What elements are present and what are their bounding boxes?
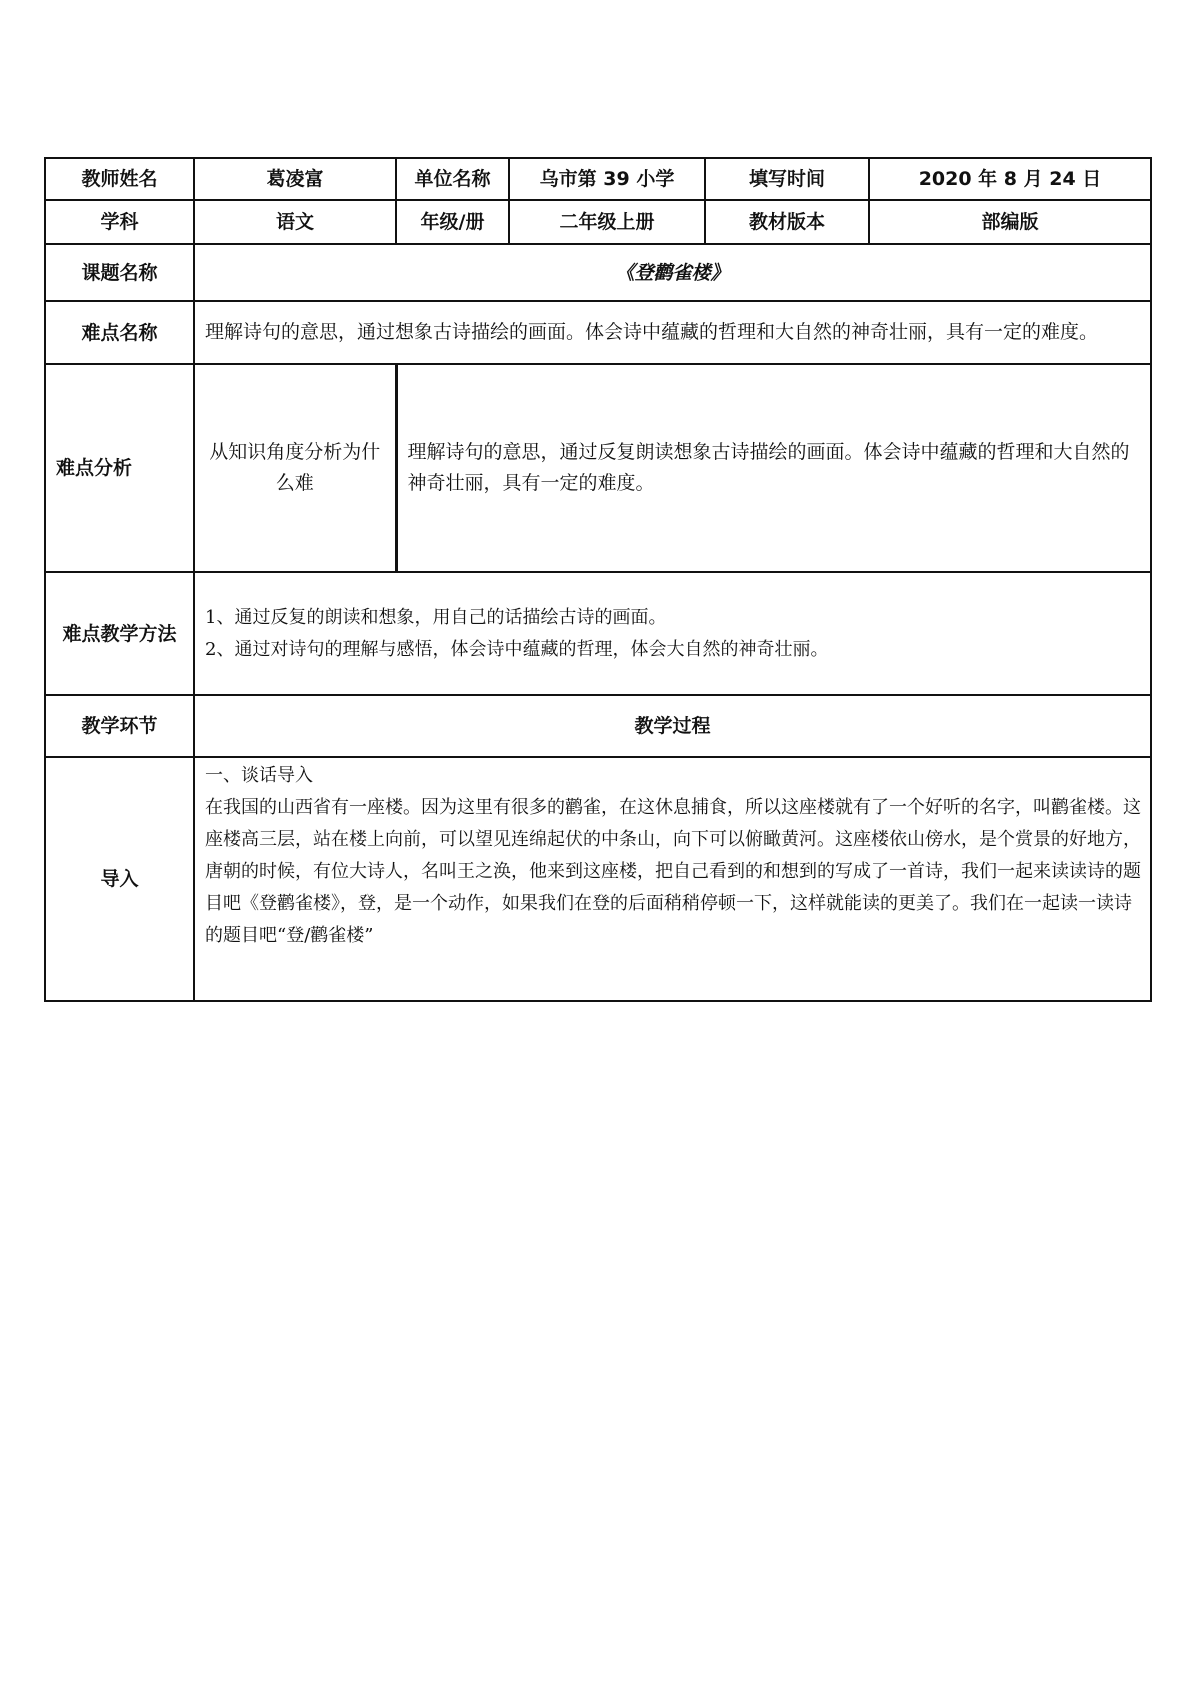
intro-stage-label: 导入 xyxy=(45,757,194,1001)
teaching-methods-list xyxy=(194,572,1151,695)
lesson-row xyxy=(45,244,1151,301)
intro-content xyxy=(194,757,1151,1001)
teacher-name-value: 葛凌富 xyxy=(194,158,396,200)
intro-text: 在我国的山西省有一座楼。因为这里有很多的鹳雀，在这休息捕食，所以这座楼就有了一个好听的名字，叫鹳雀楼。这座楼高三层，站在楼上向前，可以望见连绵起伏的中条山，向下可以俯瞰黄河。这座楼依山傍水，是个赏景的好地方，唐朝的时候，有位大诗人，名叫王之涣，他来到这座楼，把自己看到的和想到的写成了一首诗，我们一起来读读诗的题目吧《登鹳雀楼》，登，是一个动作，如果我们在登的后面稍稍停顿一下，这样就能读的更美了。我们在一起读一读诗的题目吧“登/鹳雀楼” xyxy=(205,797,1141,946)
difficulty-analysis-value: 理解诗句的意思，通过反复朗读想象古诗描绘的画面。体会诗中蕴藏的哲理和大自然的神奇壮丽，具有一定的难度。 xyxy=(396,364,1151,572)
methods-row xyxy=(45,572,1151,695)
teacher-name-label: 教师姓名 xyxy=(45,158,194,200)
method-item-2: 2、通过对诗句的理解与感悟，体会诗中蕴藏的哲理，体会大自然的神奇壮丽。 xyxy=(205,638,829,660)
method-item-1: 1、通过反复的朗读和想象，用自己的话描绘古诗的画面。 xyxy=(205,606,667,628)
difficulty-name-label: 难点名称 xyxy=(45,301,194,364)
subject-value: 语文 xyxy=(194,200,396,244)
fill-date-label: 填写时间 xyxy=(705,158,869,200)
analysis-row xyxy=(45,364,1151,572)
lesson-title-label: 课题名称 xyxy=(45,244,194,301)
subject-label: 学科 xyxy=(45,200,194,244)
knowledge-angle-label: 从知识角度分析为什么难 xyxy=(194,364,396,572)
lesson-plan-table xyxy=(44,157,1152,1002)
intro-row xyxy=(45,757,1151,1001)
process-header-row xyxy=(45,695,1151,757)
difficulty-row xyxy=(45,301,1151,364)
unit-name-label: 单位名称 xyxy=(396,158,509,200)
lesson-title-value: 《登鹳雀楼》 xyxy=(194,244,1151,301)
teaching-stage-label: 教学环节 xyxy=(45,695,194,757)
intro-heading: 一、谈话导入 xyxy=(205,765,313,786)
grade-label: 年级/册 xyxy=(396,200,509,244)
difficulty-analysis-label: 难点分析 xyxy=(45,364,194,572)
header-row-1 xyxy=(45,158,1151,200)
teaching-process-label: 教学过程 xyxy=(194,695,1151,757)
header-row-2 xyxy=(45,200,1151,244)
edition-label: 教材版本 xyxy=(705,200,869,244)
unit-name-value: 乌市第 39 小学 xyxy=(509,158,705,200)
edition-value: 部编版 xyxy=(869,200,1151,244)
fill-date-value: 2020 年 8 月 24 日 xyxy=(869,158,1151,200)
teaching-methods-label: 难点教学方法 xyxy=(45,572,194,695)
grade-value: 二年级上册 xyxy=(509,200,705,244)
difficulty-name-value: 理解诗句的意思，通过想象古诗描绘的画面。体会诗中蕴藏的哲理和大自然的神奇壮丽，具有一定的难度。 xyxy=(194,301,1151,364)
